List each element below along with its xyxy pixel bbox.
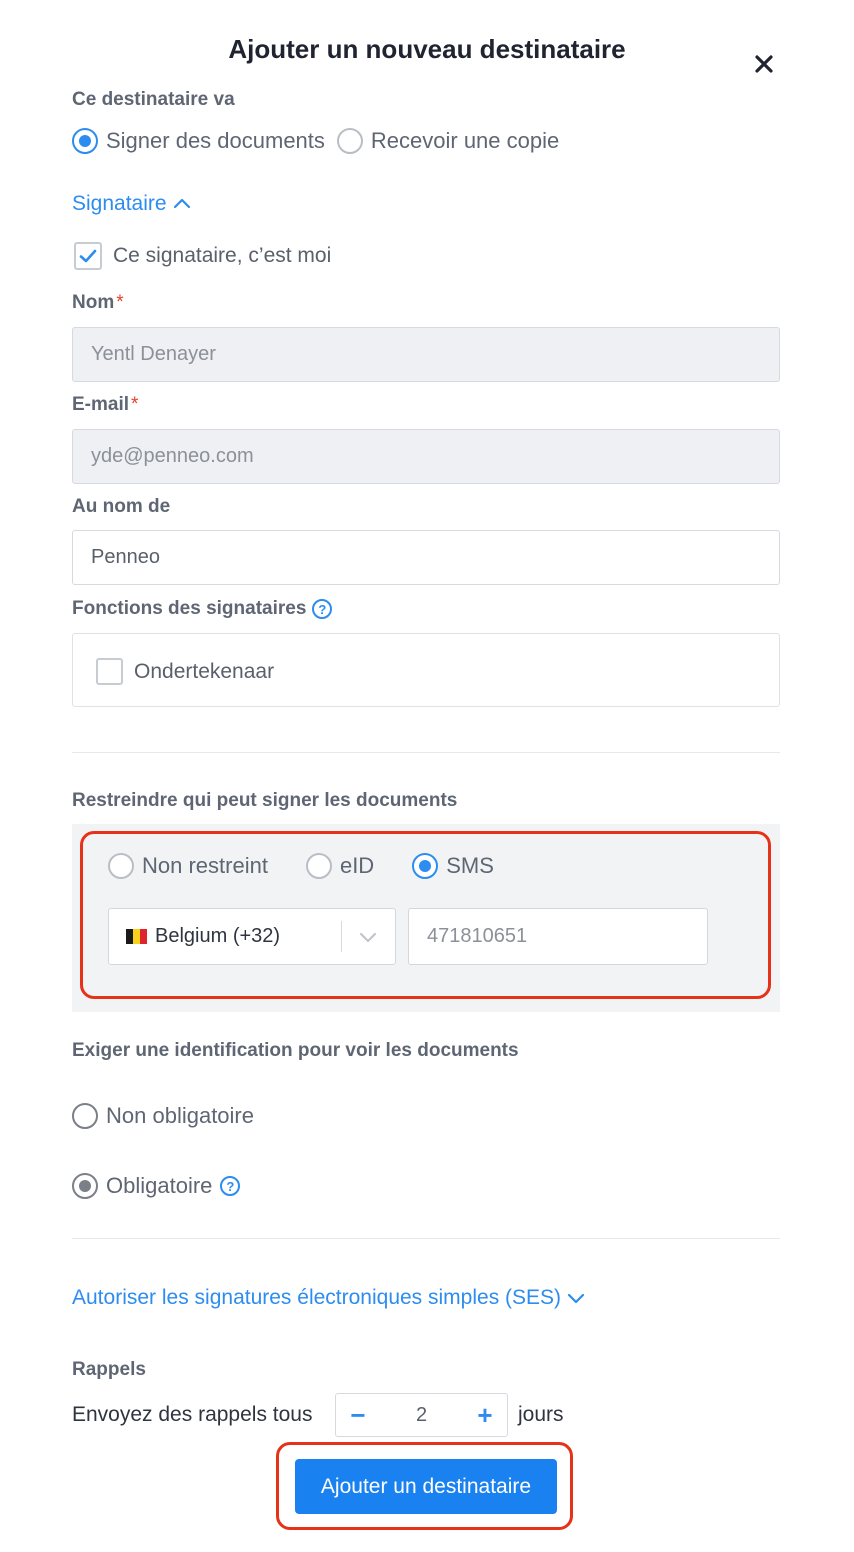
role-copy-label[interactable]: Recevoir une copie — [370, 128, 560, 153]
add-recipient-button[interactable]: Ajouter un destinataire — [295, 1459, 557, 1514]
on-behalf-label: Au nom de — [72, 496, 171, 517]
restrict-none-label[interactable]: Non restreint — [142, 853, 268, 878]
identification-label: Exiger une identification pour voir les documents — [72, 1040, 519, 1061]
name-value: Yentl Denayer — [91, 343, 216, 365]
identification-required-row — [72, 1173, 240, 1199]
ses-toggle[interactable] — [72, 1286, 587, 1310]
chevron-up-icon — [171, 193, 193, 215]
identification-optional-label[interactable]: Non obligatoire — [106, 1103, 254, 1128]
functions-label-text: Fonctions des signataires — [72, 598, 307, 619]
name-field[interactable] — [72, 327, 780, 382]
identification-required-radio[interactable] — [72, 1173, 98, 1199]
restrict-radio-group — [108, 853, 494, 879]
function-label[interactable]: Ondertekenaar — [134, 659, 275, 683]
reminder-interval-stepper — [335, 1393, 508, 1437]
on-behalf-field[interactable] — [72, 530, 780, 585]
self-signer-checkbox[interactable] — [74, 242, 102, 270]
signer-section-toggle[interactable] — [72, 192, 193, 216]
on-behalf-value: Penneo — [91, 546, 160, 568]
role-sign-label[interactable]: Signer des documents — [106, 128, 325, 153]
restrict-sms-label[interactable]: SMS — [446, 853, 494, 878]
divider — [72, 1238, 780, 1239]
function-option — [96, 658, 274, 685]
question-circle-icon[interactable]: ? — [220, 1176, 240, 1196]
dialog-title: Ajouter un nouveau destinataire — [228, 34, 626, 64]
phone-input[interactable] — [408, 908, 708, 965]
select-separator — [341, 921, 342, 952]
country-value: Belgium (+32) — [155, 925, 281, 947]
divider — [72, 752, 780, 753]
increment-button[interactable]: + — [477, 1399, 493, 1430]
name-label-text: Nom — [72, 292, 115, 313]
identification-required-label[interactable]: Obligatoire — [106, 1173, 213, 1198]
belgium-flag-icon — [126, 929, 147, 944]
close-icon — [750, 50, 778, 78]
chevron-down-icon — [357, 926, 379, 948]
signer-section-toggle-label: Signataire — [72, 192, 167, 215]
question-circle-icon[interactable]: ? — [312, 599, 332, 619]
functions-label — [72, 598, 332, 620]
reminder-interval-value[interactable]: 2 — [415, 1403, 428, 1426]
role-radio-group — [72, 128, 559, 154]
email-field[interactable] — [72, 429, 780, 484]
email-value: yde@penneo.com — [91, 445, 254, 467]
close-button[interactable] — [750, 50, 778, 78]
restrict-sms-radio[interactable] — [412, 853, 438, 879]
email-label-text: E-mail — [72, 394, 130, 415]
identification-optional-row — [72, 1103, 254, 1129]
reminders-suffix: jours — [518, 1403, 564, 1426]
identification-optional-radio[interactable] — [72, 1103, 98, 1129]
restrict-label: Restreindre qui peut signer les documents — [72, 790, 458, 811]
reminders-prefix: Envoyez des rappels tous — [72, 1403, 313, 1426]
phone-value: 471810651 — [427, 925, 528, 947]
chevron-down-icon — [565, 1287, 587, 1309]
country-select[interactable] — [108, 908, 396, 965]
role-sign-radio[interactable] — [72, 128, 98, 154]
checkmark-icon — [76, 244, 100, 268]
function-checkbox[interactable] — [96, 658, 123, 685]
name-label — [72, 292, 124, 314]
ses-toggle-label: Autoriser les signatures électroniques simples (SES) — [72, 1286, 562, 1309]
decrement-button[interactable]: − — [350, 1399, 366, 1430]
self-signer-row — [74, 242, 331, 270]
reminders-label: Rappels — [72, 1359, 146, 1380]
restrict-eid-label[interactable]: eID — [339, 853, 375, 878]
restrict-eid-radio[interactable] — [306, 853, 332, 879]
role-label: Ce destinataire va — [72, 89, 235, 110]
self-signer-label[interactable]: Ce signataire, c’est moi — [113, 244, 332, 267]
required-mark: * — [131, 394, 139, 415]
functions-box — [72, 633, 780, 707]
role-copy-radio[interactable] — [337, 128, 363, 154]
required-mark: * — [116, 292, 124, 313]
email-label — [72, 394, 138, 416]
restrict-none-radio[interactable] — [108, 853, 134, 879]
